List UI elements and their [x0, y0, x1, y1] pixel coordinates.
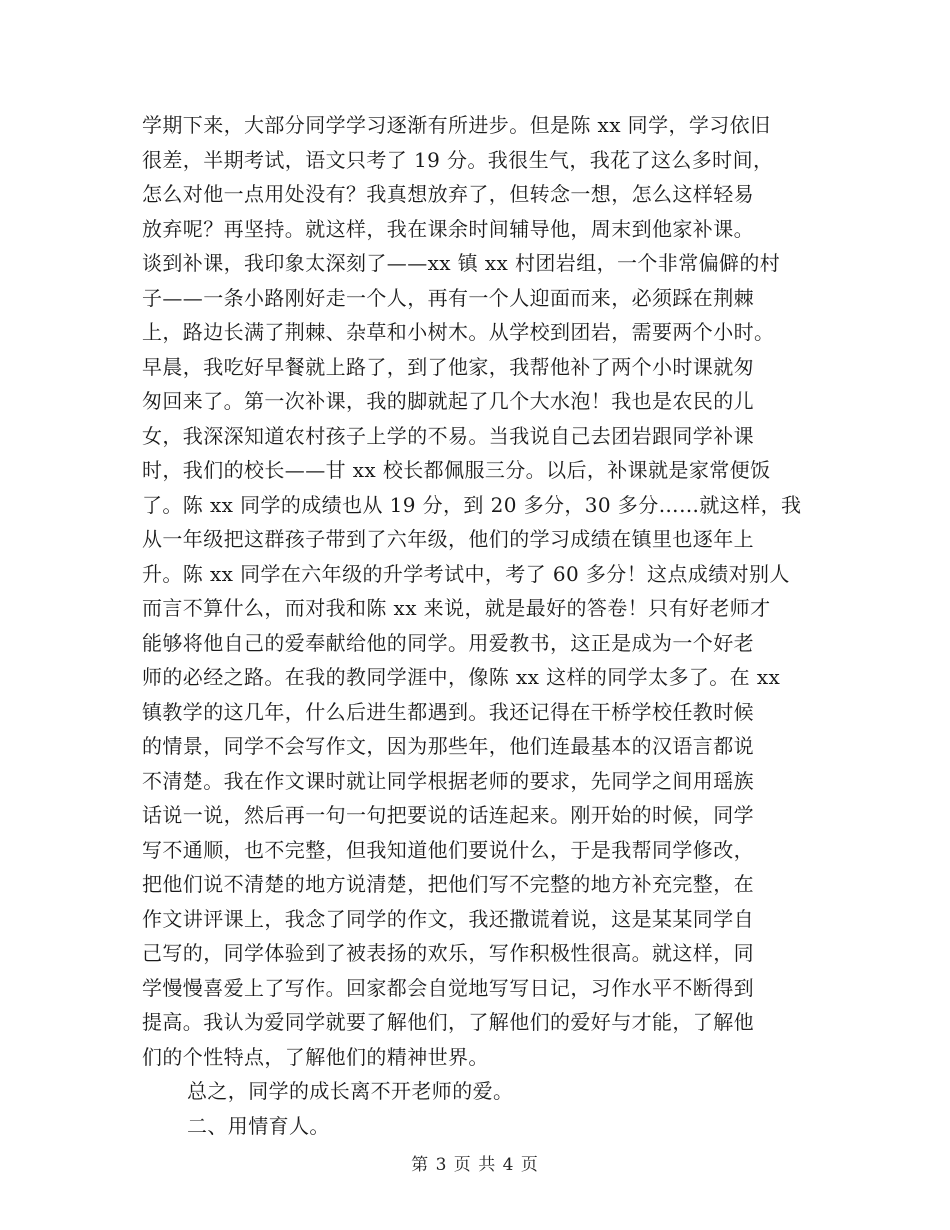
document-body — [142, 108, 817, 1143]
section-heading: 二、用情育人。 — [187, 1113, 330, 1138]
body-line: 镇教学的这几年，什么后进生都遇到。我还记得在干桥学校任教时候 — [142, 699, 754, 724]
body-line: 能够将他自己的爱奉献给他的同学。用爱教书，这正是成为一个好老 — [142, 630, 754, 655]
body-line: 写不通顺，也不完整，但我知道他们要说什么，于是我帮同学修改， — [142, 837, 754, 862]
body-line: 的情景，同学不会写作文，因为那些年，他们连最基本的汉语言都说 — [142, 734, 754, 758]
body-line: 放弃呢？再坚持。就这样，我在课余时间辅导他，周末到他家补课。 — [142, 216, 754, 241]
body-line: 匆回来了。第一次补课，我的脚就起了几个大水泡！我也是农民的儿 — [142, 389, 754, 413]
body-line: 子——一条小路刚好走一个人，再有一个人迎面而来，必须踩在荆棘 — [142, 285, 754, 310]
summary-paragraph: 总之，同学的成长离不开老师的爱。 — [187, 1079, 514, 1103]
body-line: 学期下来，大部分同学学习逐渐有所进步。但是陈 xx 同学，学习依旧 — [142, 113, 771, 137]
body-line: 很差，半期考试，语文只考了 19 分。我很生气，我花了这么多时间， — [142, 147, 774, 172]
body-line: 不清楚。我在作文课时就让同学根据老师的要求，先同学之间用瑶族 — [142, 768, 754, 793]
body-line: 上，路边长满了荆棘、杂草和小树木。从学校到团岩，需要两个小时。 — [142, 320, 775, 344]
body-line: 己写的，同学体验到了被表扬的欢乐，写作积极性很高。就这样，同 — [142, 941, 754, 965]
body-line: 而言不算什么，而对我和陈 xx 来说，就是最好的答卷！只有好老师才 — [142, 596, 771, 620]
body-line: 时，我们的校长——甘 xx 校长都佩服三分。以后，补课就是家常便饭 — [142, 458, 771, 482]
body-line: 们的个性特点，了解他们的精神世界。 — [142, 1044, 489, 1069]
body-line: 早晨，我吃好早餐就上路了，到了他家，我帮他补了两个小时课就匆 — [142, 354, 754, 379]
body-line: 话说一说，然后再一句一句把要说的话连起来。刚开始的时候，同学 — [142, 803, 754, 827]
body-line: 把他们说不清楚的地方说清楚，把他们写不完整的地方补充完整，在 — [142, 872, 754, 896]
body-line: 作文讲评课上，我念了同学的作文，我还撒谎着说，这是某某同学自 — [142, 906, 754, 931]
body-line: 谈到补课，我印象太深刻了——xx 镇 xx 村团岩组，一个非常偏僻的村 — [142, 251, 781, 275]
body-line: 女，我深深知道农村孩子上学的不易。当我说自己去团岩跟同学补课 — [142, 423, 754, 448]
body-line: 从一年级把这群孩子带到了六年级，他们的学习成绩在镇里也逐年上 — [142, 527, 754, 551]
page-footer: 第 3 页 共 4 页 — [411, 1155, 539, 1175]
body-line: 怎么对他一点用处没有？我真想放弃了，但转念一想，怎么这样轻易 — [142, 182, 754, 206]
body-line: 了。陈 xx 同学的成绩也从 19 分，到 20 多分，30 多分……就这样，我 — [142, 492, 802, 517]
body-line: 学慢慢喜爱上了写作。回家都会自觉地写写日记，习作水平不断得到 — [142, 975, 754, 1000]
body-line: 升。陈 xx 同学在六年级的升学考试中，考了 60 多分！这点成绩对别人 — [142, 561, 790, 586]
body-line: 师的必经之路。在我的教同学涯中，像陈 xx 这样的同学太多了。在 xx — [142, 665, 781, 689]
body-line: 提高。我认为爱同学就要了解他们，了解他们的爱好与才能，了解他 — [142, 1010, 754, 1034]
